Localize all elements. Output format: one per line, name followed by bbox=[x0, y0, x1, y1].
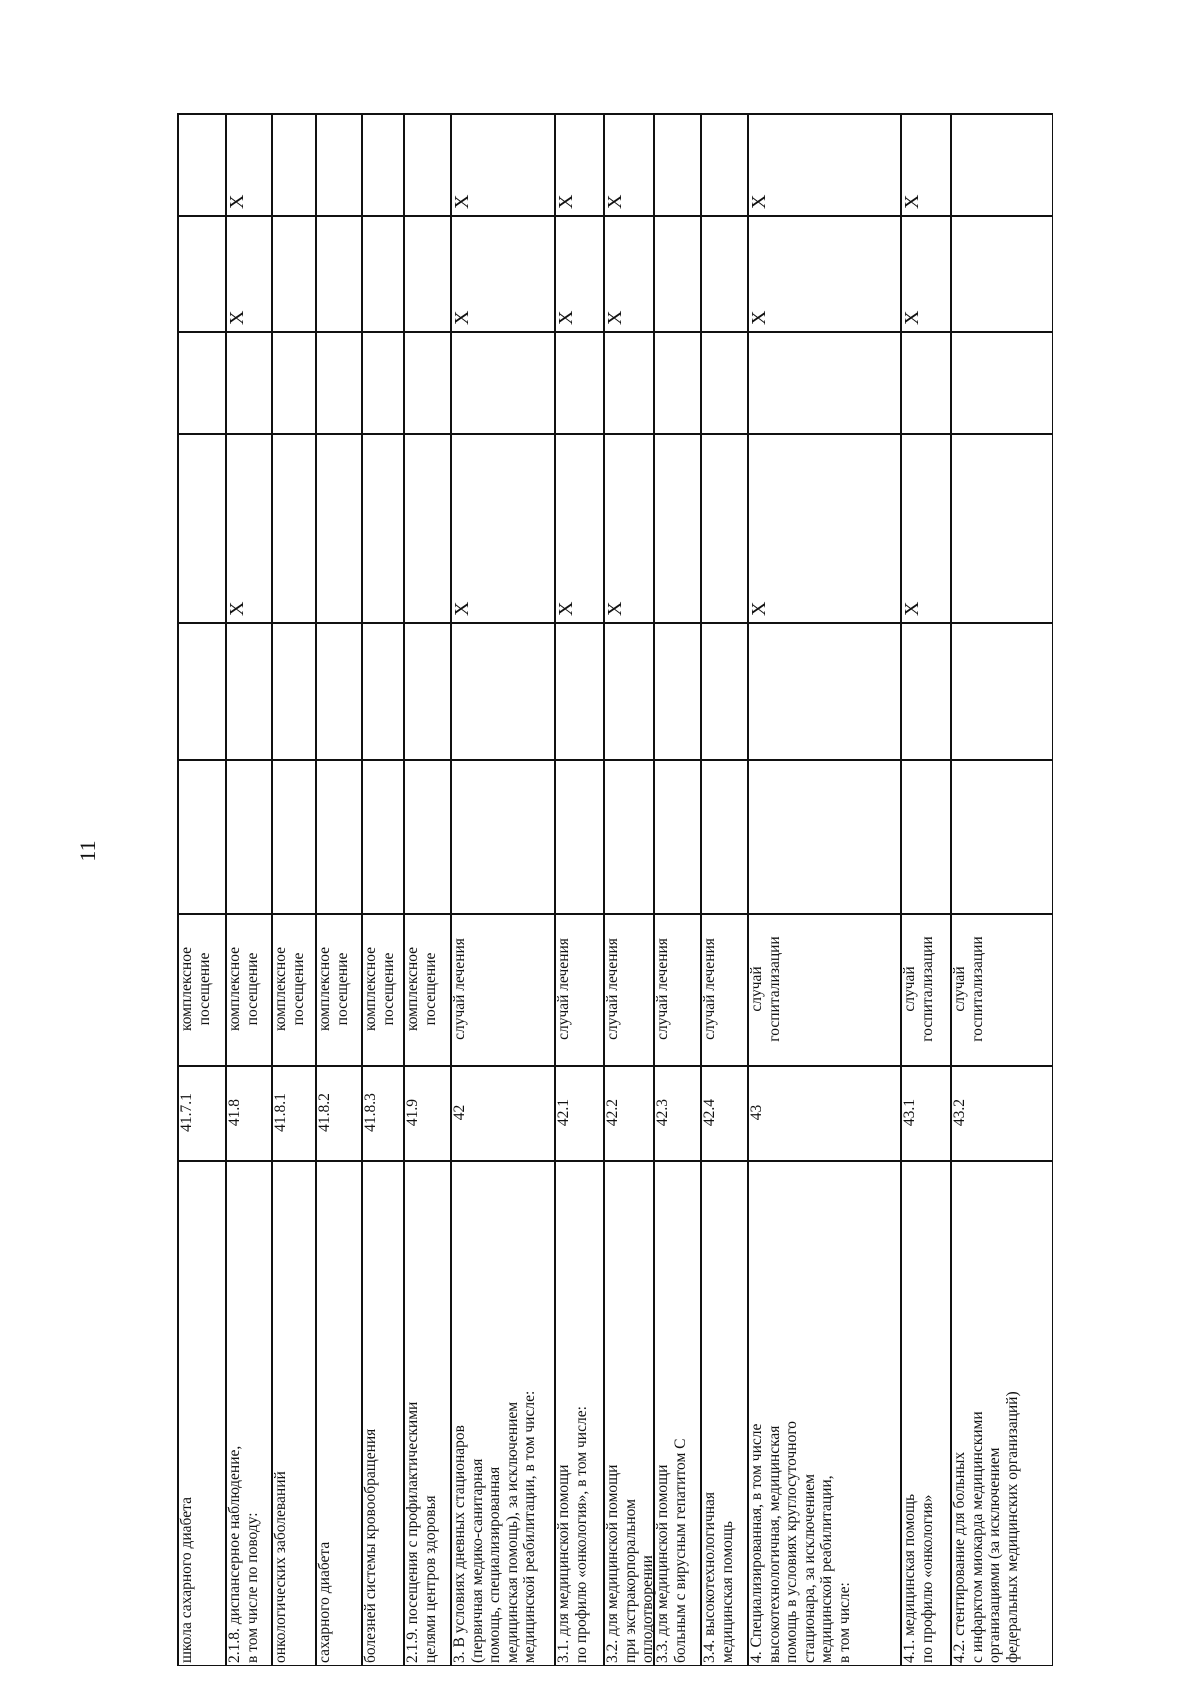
unit-cell bbox=[603, 913, 653, 1065]
row-code-cell bbox=[225, 1065, 271, 1160]
row-code-cell bbox=[900, 1065, 950, 1160]
mark-cell-4 bbox=[361, 331, 403, 433]
row-name-cell bbox=[361, 1160, 403, 1666]
mark-cell-6 bbox=[315, 113, 361, 215]
x-mark bbox=[271, 622, 315, 759]
row-code-text: 41.9 bbox=[404, 1098, 421, 1127]
mark-cell-1 bbox=[361, 759, 403, 913]
mark-cell-6 bbox=[177, 113, 225, 215]
mark-cell-6 bbox=[603, 113, 653, 215]
row-code-cell bbox=[361, 1065, 403, 1160]
unit-cell bbox=[403, 913, 450, 1065]
x-mark: Х bbox=[748, 310, 770, 325]
mark-cell-3 bbox=[950, 433, 1053, 622]
x-mark bbox=[315, 113, 361, 215]
x-mark bbox=[900, 331, 950, 433]
mark-cell-5 bbox=[450, 215, 554, 331]
mark-cell-2 bbox=[554, 622, 603, 759]
mark-cell-4 bbox=[603, 331, 653, 433]
x-mark bbox=[177, 622, 225, 759]
mark-cell-5 bbox=[900, 215, 950, 331]
mark-cell-3 bbox=[450, 433, 554, 622]
x-mark: Х bbox=[748, 601, 770, 616]
mark-cell-5 bbox=[950, 215, 1053, 331]
row-code-text: 43 bbox=[748, 1104, 765, 1121]
row-name-cell bbox=[603, 1160, 656, 1666]
x-mark: Х bbox=[555, 194, 577, 209]
x-mark: Х bbox=[226, 310, 248, 325]
row-code-text: 41.8 bbox=[226, 1098, 243, 1127]
unit-cell bbox=[950, 913, 1053, 1065]
unit-cell bbox=[653, 913, 700, 1065]
mark-cell-5 bbox=[403, 215, 450, 331]
row-code-cell bbox=[653, 1065, 700, 1160]
mark-cell-2 bbox=[225, 622, 271, 759]
unit-text: комплексное посещение bbox=[404, 946, 439, 1032]
x-mark bbox=[700, 331, 747, 433]
unit-cell bbox=[900, 913, 950, 1065]
unit-cell bbox=[747, 913, 900, 1065]
page-number: 11 bbox=[75, 840, 100, 862]
unit-text: случай госпитализации bbox=[901, 936, 936, 1042]
x-mark: Х bbox=[604, 310, 626, 325]
unit-text: случай госпитализации bbox=[748, 936, 783, 1042]
x-mark bbox=[271, 113, 315, 215]
mark-cell-1 bbox=[271, 759, 315, 913]
mark-cell-3 bbox=[554, 433, 603, 622]
row-code-cell bbox=[603, 1065, 653, 1160]
mark-cell-3 bbox=[315, 433, 361, 622]
unit-text: комплексное посещение bbox=[272, 946, 307, 1032]
row-name-text: 4.1. медицинская помощь по профилю «онкология» bbox=[901, 1493, 936, 1663]
x-mark bbox=[361, 331, 403, 433]
unit-cell bbox=[225, 913, 271, 1065]
mark-cell-5 bbox=[271, 215, 315, 331]
x-mark bbox=[403, 331, 450, 433]
mark-cell-2 bbox=[315, 622, 361, 759]
mark-cell-2 bbox=[700, 622, 747, 759]
row-name-cell bbox=[700, 1160, 747, 1666]
row-name-text: 2.1.8. диспансерное наблюдение, в том числе по поводу: bbox=[226, 1445, 261, 1663]
x-mark bbox=[700, 113, 747, 215]
x-mark: Х bbox=[451, 194, 473, 209]
row-name-text: 3.3. для медицинской помощи больным с вирусным гепатитом С bbox=[654, 1438, 689, 1663]
x-mark bbox=[554, 331, 603, 433]
mark-cell-4 bbox=[900, 331, 950, 433]
unit-text: комплексное посещение bbox=[362, 946, 397, 1032]
x-mark bbox=[315, 215, 361, 331]
x-mark bbox=[177, 215, 225, 331]
x-mark bbox=[271, 433, 315, 622]
x-mark bbox=[315, 331, 361, 433]
row-code-cell bbox=[315, 1065, 361, 1160]
row-name-cell bbox=[950, 1160, 1053, 1666]
unit-cell bbox=[554, 913, 603, 1065]
unit-cell bbox=[450, 913, 554, 1065]
mark-cell-4 bbox=[315, 331, 361, 433]
unit-cell bbox=[315, 913, 361, 1065]
row-name-cell bbox=[747, 1160, 900, 1666]
mark-cell-5 bbox=[225, 215, 271, 331]
mark-cell-4 bbox=[271, 331, 315, 433]
unit-text: комплексное посещение bbox=[178, 946, 213, 1032]
x-mark bbox=[700, 215, 747, 331]
mark-cell-2 bbox=[177, 622, 225, 759]
unit-text: комплексное посещение bbox=[316, 946, 351, 1032]
mark-cell-2 bbox=[403, 622, 450, 759]
mark-cell-2 bbox=[361, 622, 403, 759]
x-mark bbox=[747, 759, 900, 913]
mark-cell-4 bbox=[225, 331, 271, 433]
x-mark bbox=[900, 759, 950, 913]
unit-cell bbox=[361, 913, 403, 1065]
mark-cell-4 bbox=[450, 331, 554, 433]
mark-cell-1 bbox=[225, 759, 271, 913]
row-name-text: 2.1.9. посещения с профилактическими целями центров здоровья bbox=[404, 1401, 439, 1663]
x-mark bbox=[700, 759, 747, 913]
mark-cell-1 bbox=[700, 759, 747, 913]
mark-cell-5 bbox=[700, 215, 747, 331]
mark-cell-1 bbox=[554, 759, 603, 913]
row-code-cell bbox=[450, 1065, 554, 1160]
row-code-text: 42.1 bbox=[555, 1098, 572, 1127]
unit-cell bbox=[271, 913, 315, 1065]
row-code-text: 41.7.1 bbox=[178, 1093, 195, 1132]
row-name-cell bbox=[653, 1160, 700, 1666]
x-mark: Х bbox=[555, 310, 577, 325]
mark-cell-2 bbox=[950, 622, 1053, 759]
mark-cell-6 bbox=[450, 113, 554, 215]
x-mark: Х bbox=[604, 601, 626, 616]
mark-cell-1 bbox=[950, 759, 1053, 913]
row-name-text: онкологических заболеваний bbox=[272, 1471, 289, 1663]
x-mark: Х bbox=[555, 601, 577, 616]
unit-text: случай лечения bbox=[604, 938, 621, 1040]
unit-text: случай лечения bbox=[451, 938, 468, 1040]
row-code-text: 43.1 bbox=[901, 1098, 918, 1127]
x-mark bbox=[361, 759, 403, 913]
mark-cell-2 bbox=[653, 622, 700, 759]
row-name-cell bbox=[403, 1160, 450, 1666]
mark-cell-3 bbox=[177, 433, 225, 622]
mark-cell-2 bbox=[450, 622, 554, 759]
x-mark bbox=[603, 622, 653, 759]
x-mark bbox=[653, 433, 700, 622]
mark-cell-4 bbox=[403, 331, 450, 433]
mark-cell-2 bbox=[271, 622, 315, 759]
x-mark: Х bbox=[604, 194, 626, 209]
row-name-text: сахарного диабета bbox=[316, 1541, 333, 1663]
mark-cell-6 bbox=[900, 113, 950, 215]
row-code-cell bbox=[747, 1065, 900, 1160]
mark-cell-3 bbox=[361, 433, 403, 622]
mark-cell-6 bbox=[950, 113, 1053, 215]
mark-cell-5 bbox=[315, 215, 361, 331]
x-mark bbox=[271, 331, 315, 433]
x-mark bbox=[225, 622, 271, 759]
unit-text: случай госпитализации bbox=[951, 936, 986, 1042]
mark-cell-6 bbox=[361, 113, 403, 215]
unit-cell bbox=[700, 913, 747, 1065]
mark-cell-6 bbox=[225, 113, 271, 215]
row-code-text: 42.3 bbox=[654, 1098, 671, 1127]
x-mark bbox=[950, 331, 1053, 433]
mark-cell-1 bbox=[177, 759, 225, 913]
mark-cell-5 bbox=[603, 215, 653, 331]
unit-text: комплексное посещение bbox=[226, 946, 261, 1032]
x-mark bbox=[361, 113, 403, 215]
x-mark bbox=[747, 331, 900, 433]
x-mark bbox=[603, 331, 653, 433]
row-code-cell bbox=[271, 1065, 315, 1160]
row-name-text: школа сахарного диабета bbox=[178, 1497, 195, 1663]
unit-text: случай лечения bbox=[654, 938, 671, 1040]
x-mark: Х bbox=[226, 194, 248, 209]
row-name-cell bbox=[225, 1160, 271, 1666]
mark-cell-4 bbox=[700, 331, 747, 433]
mark-cell-4 bbox=[747, 331, 900, 433]
x-mark: Х bbox=[226, 601, 248, 616]
row-code-cell bbox=[950, 1065, 1053, 1160]
unit-cell bbox=[177, 913, 225, 1065]
x-mark bbox=[653, 759, 700, 913]
x-mark bbox=[403, 215, 450, 331]
row-name-text: 3. В условиях дневных стационаров (первичная медико-санитарная помощь, специализированная медицинская помощь), за исключением медицинской реабилитации, в том числе: bbox=[451, 1390, 538, 1663]
mark-cell-3 bbox=[900, 433, 950, 622]
mark-cell-6 bbox=[700, 113, 747, 215]
row-name-text: 4.2. стентирование для больных с инфарктом миокарда медицинскими организациями (за исключением федеральных медицинских организаций) bbox=[951, 1391, 1021, 1663]
x-mark bbox=[450, 759, 554, 913]
mark-cell-1 bbox=[900, 759, 950, 913]
x-mark bbox=[700, 622, 747, 759]
x-mark bbox=[403, 433, 450, 622]
x-mark bbox=[450, 331, 554, 433]
row-code-cell bbox=[700, 1065, 747, 1160]
unit-text: случай лечения bbox=[555, 938, 572, 1040]
x-mark: Х bbox=[748, 194, 770, 209]
x-mark bbox=[554, 759, 603, 913]
row-name-text: 3.2. для медицинской помощи при экстракорпоральном оплодотворении bbox=[604, 1464, 656, 1663]
x-mark bbox=[653, 215, 700, 331]
mark-cell-3 bbox=[653, 433, 700, 622]
mark-cell-3 bbox=[603, 433, 653, 622]
x-mark bbox=[653, 331, 700, 433]
x-mark bbox=[177, 113, 225, 215]
x-mark bbox=[361, 622, 403, 759]
mark-cell-2 bbox=[603, 622, 653, 759]
row-name-text: 3.4. высокотехнологичная медицинская помощь bbox=[701, 1491, 736, 1663]
x-mark bbox=[950, 759, 1053, 913]
x-mark: Х bbox=[901, 194, 923, 209]
mark-cell-1 bbox=[315, 759, 361, 913]
row-code-text: 41.8.1 bbox=[272, 1093, 289, 1132]
mark-cell-1 bbox=[403, 759, 450, 913]
x-mark bbox=[403, 759, 450, 913]
row-name-cell bbox=[554, 1160, 603, 1666]
mark-cell-4 bbox=[653, 331, 700, 433]
x-mark bbox=[450, 622, 554, 759]
row-code-cell bbox=[554, 1065, 603, 1160]
x-mark bbox=[315, 759, 361, 913]
x-mark bbox=[653, 622, 700, 759]
mark-cell-6 bbox=[554, 113, 603, 215]
mark-cell-6 bbox=[271, 113, 315, 215]
mark-cell-6 bbox=[403, 113, 450, 215]
row-code-text: 43.2 bbox=[951, 1098, 968, 1127]
row-name-cell bbox=[900, 1160, 950, 1666]
mark-cell-3 bbox=[700, 433, 747, 622]
row-code-cell bbox=[403, 1065, 450, 1160]
mark-cell-6 bbox=[747, 113, 900, 215]
mark-cell-2 bbox=[747, 622, 900, 759]
x-mark bbox=[950, 113, 1053, 215]
x-mark bbox=[950, 622, 1053, 759]
row-code-text: 41.8.2 bbox=[316, 1093, 333, 1132]
x-mark bbox=[361, 215, 403, 331]
x-mark: Х bbox=[451, 310, 473, 325]
mark-cell-5 bbox=[177, 215, 225, 331]
x-mark bbox=[950, 215, 1053, 331]
row-name-cell bbox=[177, 1160, 225, 1666]
x-mark bbox=[177, 433, 225, 622]
data-table bbox=[177, 113, 1053, 1666]
x-mark: Х bbox=[901, 310, 923, 325]
mark-cell-2 bbox=[900, 622, 950, 759]
x-mark bbox=[271, 759, 315, 913]
mark-cell-4 bbox=[177, 331, 225, 433]
row-name-text: 3.1. для медицинской помощи по профилю «онкология», в том числе: bbox=[555, 1406, 590, 1663]
x-mark bbox=[177, 331, 225, 433]
mark-cell-5 bbox=[653, 215, 700, 331]
unit-text: случай лечения bbox=[701, 938, 718, 1040]
mark-cell-3 bbox=[225, 433, 271, 622]
x-mark bbox=[653, 113, 700, 215]
mark-cell-3 bbox=[271, 433, 315, 622]
mark-cell-4 bbox=[950, 331, 1053, 433]
row-name-cell bbox=[450, 1160, 554, 1666]
row-code-text: 42.2 bbox=[604, 1098, 621, 1127]
mark-cell-1 bbox=[450, 759, 554, 913]
row-name-text: болезней системы кровообращения bbox=[362, 1428, 379, 1663]
row-code-text: 42 bbox=[451, 1104, 468, 1121]
x-mark bbox=[315, 622, 361, 759]
row-name-cell bbox=[315, 1160, 361, 1666]
row-name-cell bbox=[271, 1160, 315, 1666]
x-mark: Х bbox=[451, 601, 473, 616]
x-mark bbox=[225, 759, 271, 913]
x-mark: Х bbox=[901, 601, 923, 616]
x-mark bbox=[747, 622, 900, 759]
mark-cell-3 bbox=[747, 433, 900, 622]
mark-cell-1 bbox=[653, 759, 700, 913]
x-mark bbox=[900, 622, 950, 759]
x-mark bbox=[315, 433, 361, 622]
x-mark bbox=[403, 113, 450, 215]
mark-cell-1 bbox=[603, 759, 653, 913]
mark-cell-3 bbox=[403, 433, 450, 622]
row-name-text: 4. Специализированная, в том числе высокотехнологичная, медицинская помощь в условиях круглосуточного стационара, за исключением медицинской реабилитации, в том числе: bbox=[748, 1420, 853, 1663]
mark-cell-5 bbox=[554, 215, 603, 331]
x-mark bbox=[225, 331, 271, 433]
row-code-text: 42.4 bbox=[701, 1098, 718, 1127]
x-mark bbox=[700, 433, 747, 622]
mark-cell-1 bbox=[747, 759, 900, 913]
row-code-cell bbox=[177, 1065, 225, 1160]
mark-cell-6 bbox=[653, 113, 700, 215]
x-mark bbox=[603, 759, 653, 913]
x-mark bbox=[271, 215, 315, 331]
x-mark bbox=[361, 433, 403, 622]
mark-cell-5 bbox=[747, 215, 900, 331]
mark-cell-5 bbox=[361, 215, 403, 331]
x-mark bbox=[950, 433, 1053, 622]
row-code-text: 41.8.3 bbox=[362, 1093, 379, 1132]
x-mark bbox=[554, 622, 603, 759]
x-mark bbox=[403, 622, 450, 759]
x-mark bbox=[177, 759, 225, 913]
mark-cell-4 bbox=[554, 331, 603, 433]
